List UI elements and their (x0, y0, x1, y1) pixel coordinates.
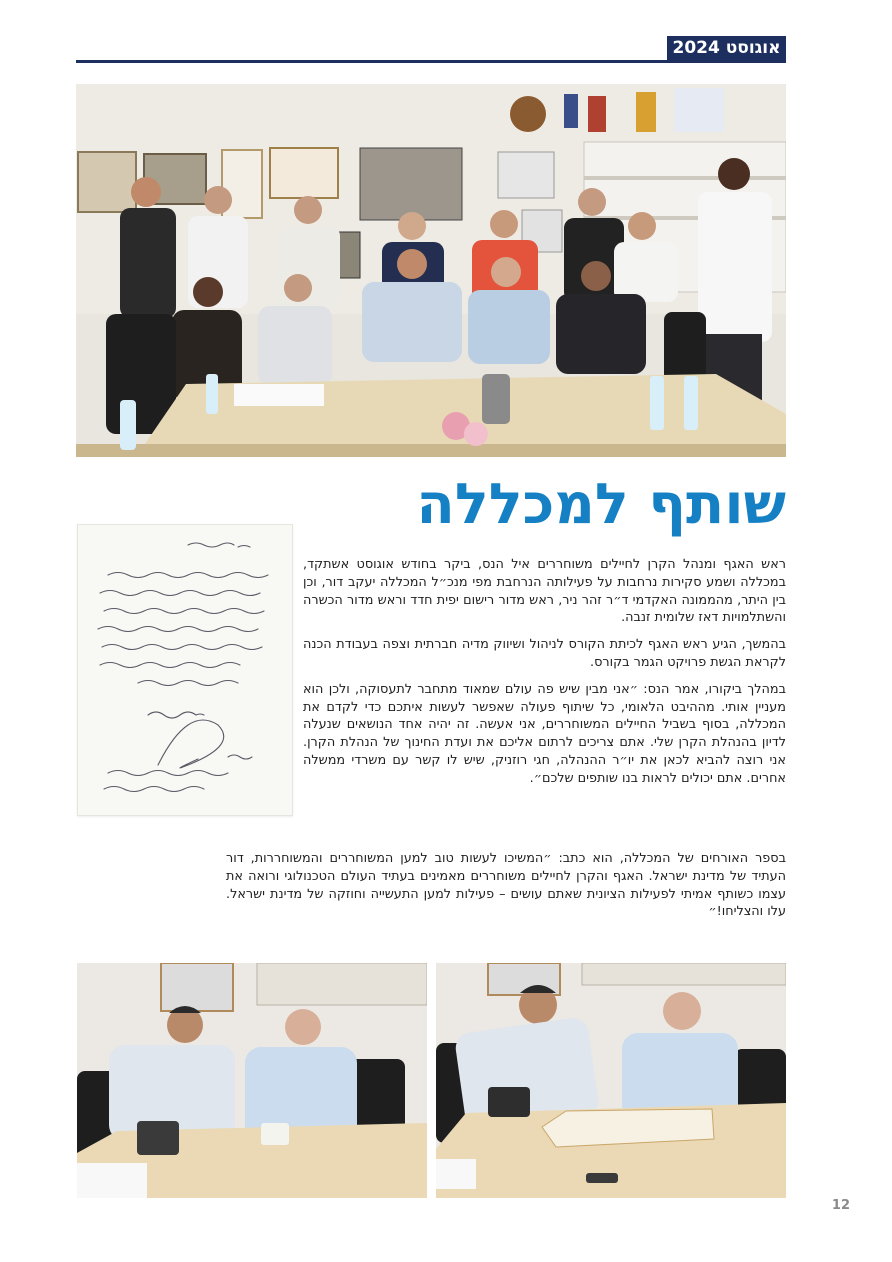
article-paragraph: בהמשך, הגיע ראש האגף לכיתת הקורס לניהול ושיווק מדיה חברתית וצפה בעבודת הכנה לקראת הגשת פרויקט הגמר בקורס. (303, 637, 786, 670)
handwritten-note (78, 525, 292, 815)
article-paragraph: במהלך ביקורו, אמר הנס: ״אני מבין שיש פה עולם שמאוד מתחבר לתעסוקה, ולכן הוא מעניין אותי. מההיבט הלאומי, כל שיתוף פעולה שאפשר לעשות איתכם כדי לקדם את המכללה, בסוף בשביל החיילים המשוחררים, אני אעשה. זה יהיה אחד הנושאים שנעלה לדיון בהנהלת הקרן שלי. אתם צריכים לרתום אליכם את ועדת החינוך של הנהלת הקרן. אני רוצה להביא לכאן את יו״ר ההנהלה, חגי רוזניק, שיש לו קשר עם משרדי ממשלה אחרים. אתם יכולים לראות בנו שותפים שלכם״. (303, 681, 786, 786)
group-photo (76, 84, 786, 457)
article-paragraph: ראש האגף ומנהל הקרן לחיילים משוחררים איל הנס, ביקר בחודש אוגוסט אשתקד, במכללה ושמע סקירות נרחבות על פעילותה הנרחבת מפי מנכ״ל המכללה יעקב דור, וכן בין היתר, מהממונה האקדמי ד״ר זהר ניר, ראש מדור רישום יפית חדד וראש מדור הכשרה והשתלמויות דאז שלומית זנבה. (303, 557, 786, 626)
article-headline: שותף למכללה (416, 472, 786, 537)
meeting-photo-left (77, 963, 427, 1198)
article-paragraph: בספר האורחים של המכללה, הוא כתב: ״המשיכו לעשות טוב למען המשוחררים והמשוחררות, דור העתיד של מדינת ישראל. האגף והקרן לחיילים משוחררים מאמינים בעתיד העולם הטכנולוגי ורואה את עצמו כשותף אמיתי לפעילות הציונית שאתם עושים – פעילות למען התעשייה וחוזקה של מדינת ישראל. עלו והצליחו!״ (226, 851, 786, 920)
guestbook-letter-image (77, 524, 293, 816)
article-body (303, 556, 786, 797)
meeting-photo-right (436, 963, 786, 1198)
page-number: 12 (831, 1198, 850, 1213)
issue-date-tag: אוגוסט 2024 (667, 36, 786, 60)
article-closing (226, 850, 786, 930)
header-rule (76, 60, 786, 63)
